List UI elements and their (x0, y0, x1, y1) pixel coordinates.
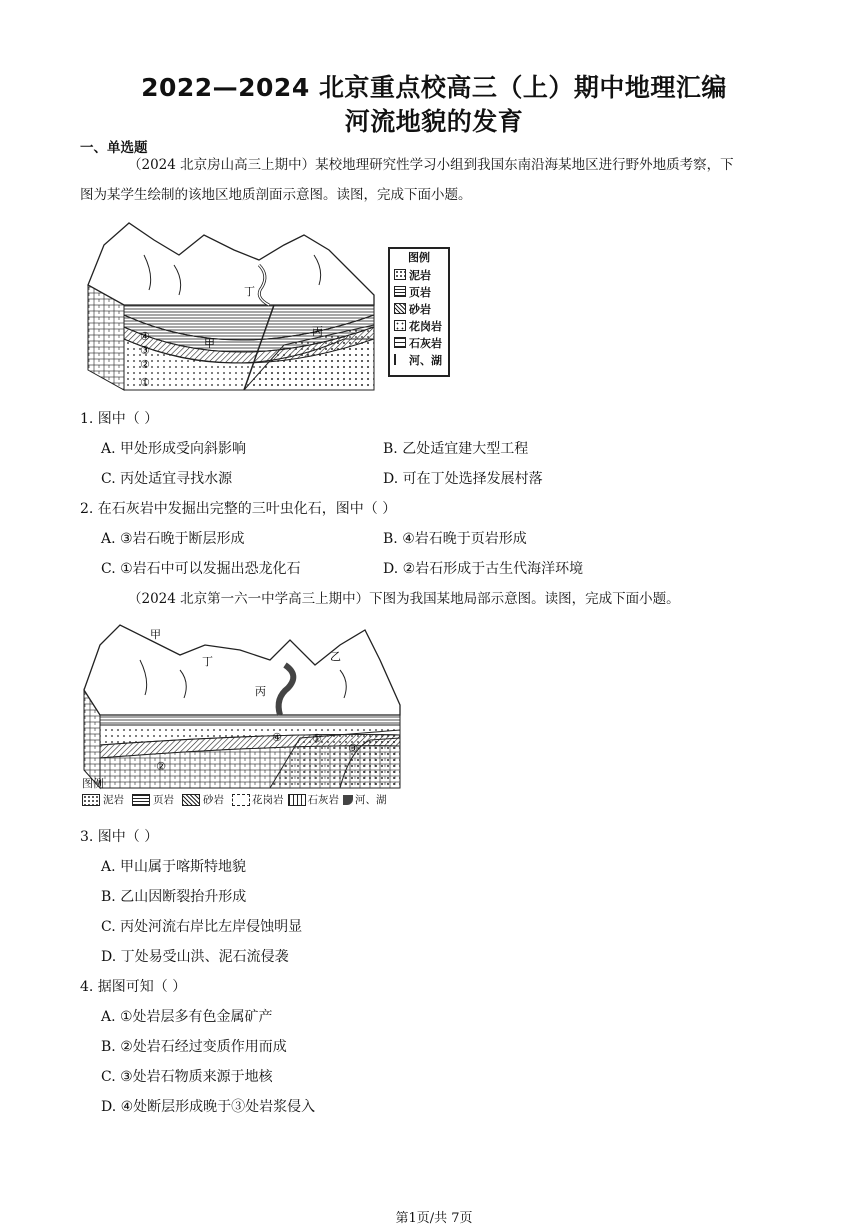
q2-option-d[interactable]: D. ②岩石形成于古生代海洋环境 (383, 561, 584, 577)
q3-option-c[interactable]: C. 丙处河流右岸比左岸侵蚀明显 (101, 919, 303, 935)
label-n1: ① (312, 732, 322, 745)
q4-option-d[interactable]: D. ④处断层形成晚于③处岩浆侵入 (101, 1099, 316, 1115)
label-n4: ④ (272, 731, 282, 744)
question-1-stem: 1. 图中（ ） (80, 411, 159, 427)
intro1-line1: （2024 北京房山高三上期中）某校地理研究性学习小组到我国东南沿海某地区进行野外地质考察，下 (128, 157, 734, 173)
q4-option-a[interactable]: A. ①处岩层多有色金属矿产 (101, 1009, 273, 1025)
label-bing: 丙 (312, 325, 323, 338)
legend-item-shale: 页岩 (390, 283, 448, 300)
q3-option-b[interactable]: B. 乙山因断裂抬升形成 (101, 889, 247, 905)
label-yi: 乙 (330, 650, 341, 663)
q4-option-c[interactable]: C. ③处岩石物质来源于地核 (101, 1069, 273, 1085)
label-n4: ④ (140, 330, 150, 343)
label-n3: ③ (140, 344, 150, 357)
page-footer: 第1页/共 7页 (395, 1211, 473, 1226)
legend-item-granite: 花岗岩 (390, 317, 448, 334)
q2-option-b[interactable]: B. ④岩石晚于页岩形成 (383, 531, 527, 547)
q1-option-c[interactable]: C. 丙处适宜寻找水源 (101, 471, 233, 487)
legend-item-mudstone: 泥岩 (103, 794, 124, 806)
intro1-line2: 图为某学生绘制的该地区地质剖面示意图。读图，完成下面小题。 (80, 187, 472, 203)
legend-title: 图例 (408, 251, 430, 264)
intro2: （2024 北京第一六一中学高三上期中）下图为我国某地局部示意图。读图，完成下面小题。 (128, 591, 680, 607)
legend-2 (82, 792, 387, 807)
legend-item-limestone: 石灰岩 (390, 334, 448, 351)
label-bing: 丙 (255, 685, 266, 698)
q1-option-a[interactable]: A. 甲处形成受向斜影响 (101, 441, 247, 457)
document-subtitle: 河流地貌的发育 (344, 107, 524, 136)
label-ding: 丁 (202, 655, 213, 668)
label-ding: 丁 (244, 285, 255, 298)
legend-2-title: 图例 (82, 777, 104, 790)
cross-section-drawing (84, 215, 384, 395)
geologic-profile-figure-1 (84, 215, 452, 395)
question-2-stem: 2. 在石灰岩中发掘出完整的三叶虫化石，图中（ ） (80, 501, 397, 517)
geologic-profile-figure-2 (80, 620, 410, 810)
section-heading: 一、单选题 (80, 140, 148, 156)
regional-sketch-drawing (80, 620, 410, 790)
legend-item-shale: 页岩 (153, 794, 174, 806)
label-n1: ① (140, 376, 150, 389)
question-4-stem: 4. 据图可知（ ） (80, 979, 187, 995)
label-n3: ③ (348, 742, 358, 755)
legend-1 (388, 247, 450, 377)
question-3-stem: 3. 图中（ ） (80, 829, 159, 845)
label-jia: 甲 (150, 628, 161, 641)
legend-item-granite: 花岗岩 (252, 794, 284, 806)
q2-option-c[interactable]: C. ①岩石中可以发掘出恐龙化石 (101, 561, 301, 577)
legend-item-sandstone: 砂岩 (203, 794, 224, 806)
q1-option-d[interactable]: D. 可在丁处选择发展村落 (383, 471, 543, 487)
legend-item-mudstone: 泥岩 (390, 266, 448, 283)
q3-option-a[interactable]: A. 甲山属于喀斯特地貌 (101, 859, 247, 875)
q4-option-b[interactable]: B. ②处岩石经过变质作用而成 (101, 1039, 287, 1055)
legend-item-river-lake: 河、湖 (390, 351, 448, 368)
q3-option-d[interactable]: D. 丁处易受山洪、泥石流侵袭 (101, 949, 289, 965)
document-title: 2022—2024 北京重点校高三（上）期中地理汇编 (141, 73, 727, 102)
legend-item-limestone: 石灰岩 (307, 794, 339, 806)
label-n2: ② (140, 358, 150, 371)
legend-item-sandstone: 砂岩 (390, 300, 448, 317)
q1-option-b[interactable]: B. 乙处适宜建大型工程 (383, 441, 529, 457)
label-n2: ② (156, 760, 166, 773)
label-jia: 甲 (204, 337, 215, 350)
q2-option-a[interactable]: A. ③岩石晚于断层形成 (101, 531, 245, 547)
legend-item-river-lake: 河、湖 (355, 794, 387, 806)
